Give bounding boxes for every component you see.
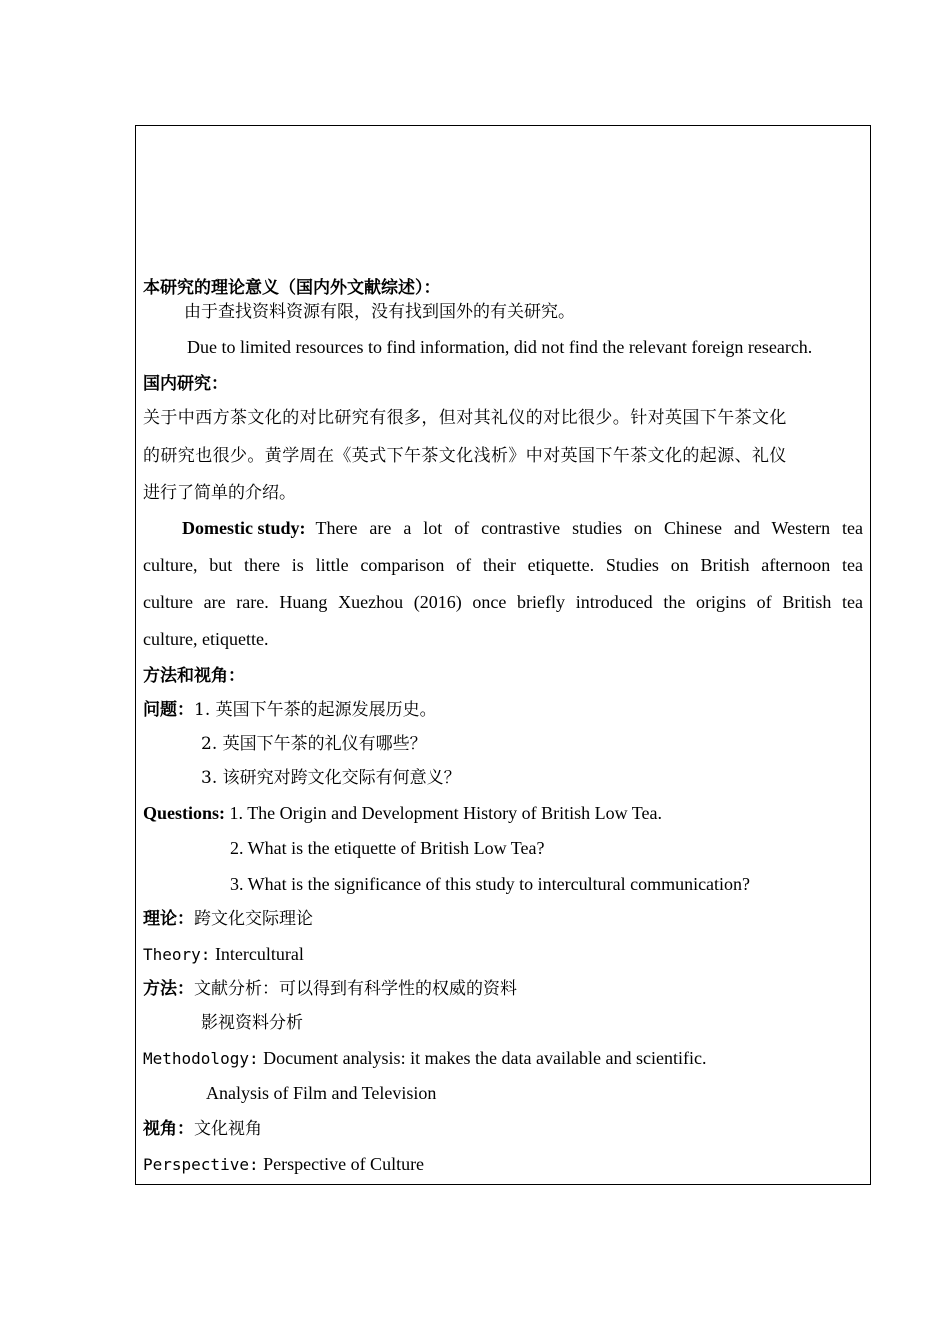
heading-theoretical-significance: 本研究的理论意义（国内外文献综述）： xyxy=(143,278,441,298)
questions-cn-label: 问题： xyxy=(143,700,194,720)
heading-methods-perspective: 方法和视角： xyxy=(143,666,245,686)
foreign-research-cn: 由于查找资料资源有限，没有找到国外的有关研究。 xyxy=(184,302,575,322)
domestic-en-text-1: There are a lot of contrastive studies on Chinese and Western tea xyxy=(315,518,863,538)
theory-en-label: Theory: xyxy=(143,945,211,964)
domestic-en-line-4: culture, etiquette. xyxy=(143,629,269,649)
method-en-label: Methodology: xyxy=(143,1049,259,1068)
perspective-en-label: Perspective: xyxy=(143,1155,259,1174)
theory-en-value: Intercultural xyxy=(210,944,304,964)
heading-domestic-research: 国内研究： xyxy=(143,374,228,394)
foreign-research-en: Due to limited resources to find information, did not find the relevant foreign research. xyxy=(187,337,813,357)
domestic-en-line-2: culture, but there is little comparison of their etiquette. Studies on British afternoon tea xyxy=(143,555,863,575)
method-cn xyxy=(143,979,517,999)
theory-cn xyxy=(143,909,313,929)
questions-cn-item-1: 1. 英国下午茶的起源发展历史。 xyxy=(194,700,437,720)
questions-en-item-2: 2. What is the etiquette of British Low Tea? xyxy=(230,838,545,858)
theory-en xyxy=(143,944,304,965)
perspective-en xyxy=(143,1154,424,1175)
method-cn-item-2: 影视资料分析 xyxy=(201,1013,303,1033)
method-cn-label: 方法： xyxy=(143,979,194,999)
theory-cn-value: 跨文化交际理论 xyxy=(194,909,313,929)
questions-en-1 xyxy=(143,803,662,823)
questions-cn-item-3: 3. 该研究对跨文化交际有何意义？ xyxy=(201,768,461,788)
perspective-en-value: Perspective of Culture xyxy=(263,1154,425,1174)
method-en-item-1: Document analysis: it makes the data available and scientific. xyxy=(263,1048,707,1068)
questions-en-item-3: 3. What is the significance of this study to intercultural communication? xyxy=(230,874,751,894)
method-en-item-2: Analysis of Film and Television xyxy=(206,1083,437,1103)
theory-cn-label: 理论： xyxy=(143,909,194,929)
method-en xyxy=(143,1048,706,1069)
perspective-cn-label: 视角： xyxy=(143,1119,194,1139)
questions-en-item-1: 1. The Origin and Development History of British Low Tea. xyxy=(229,803,663,823)
domestic-en-line-3: culture are rare. Huang Xuezhou (2016) once briefly introduced the origins of British tea xyxy=(143,592,863,612)
domestic-en-line-1 xyxy=(182,518,863,538)
questions-en-label: Questions: xyxy=(143,803,226,823)
domestic-cn-line-2: 的研究也很少。黄学周在《英式下午茶文化浅析》中对英国下午茶文化的起源、礼仪 xyxy=(143,446,787,466)
perspective-cn-value: 文化视角 xyxy=(194,1119,262,1139)
perspective-cn xyxy=(143,1119,262,1139)
questions-cn-item-2: 2. 英国下午茶的礼仪有哪些？ xyxy=(201,734,427,754)
domestic-study-label: Domestic study: xyxy=(182,518,306,538)
questions-cn-1 xyxy=(143,700,437,720)
domestic-cn-line-3: 进行了简单的介绍。 xyxy=(143,483,296,503)
method-cn-item-1: 文献分析：可以得到有科学性的权威的资料 xyxy=(194,979,517,999)
domestic-cn-line-1: 关于中西方茶文化的对比研究有很多，但对其礼仪的对比很少。针对英国下午茶文化 xyxy=(143,408,787,428)
